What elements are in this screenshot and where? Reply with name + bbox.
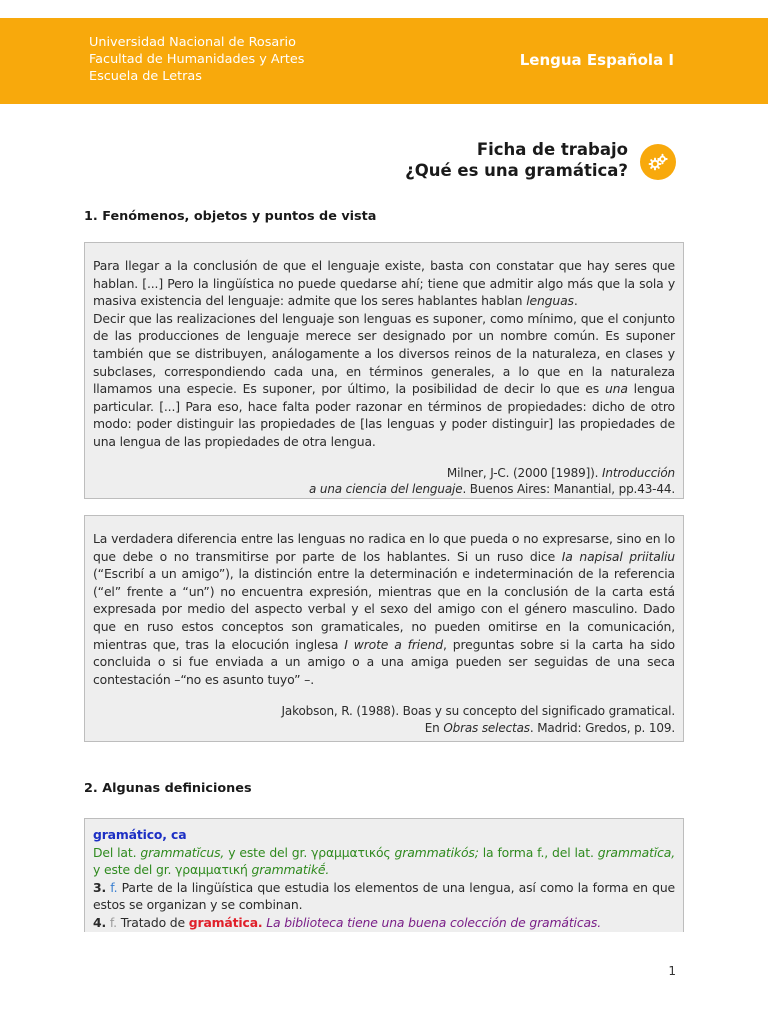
section-heading-1: 1. Fenómenos, objetos y puntos de vista xyxy=(84,209,377,224)
page-header xyxy=(0,18,768,104)
university-name: Universidad Nacional de Rosario xyxy=(89,35,296,50)
quote-citation: Jakobson, R. (1988). Boas y su concepto del significado gramatical. En Obras selectas. Madrid: Gredos, p. 109. xyxy=(281,704,675,735)
quote-text: La verdadera diferencia entre las lenguas no radica en lo que pueda o no expresarse, sino en lo que debe o no transmitirse por parte de los hablantes. Si un ruso dice Ia napisal priitaliu (“Escribí a un amigo”), la distinción entre la determinación e indeterminación de la referencia (“el” frente a “un”) no encuentra expresión, mientras que en la conclusión de la carta está expresada por medio del aspecto verbal y el sexo del amigo con el género masculino. Dado que en ruso estos conceptos son gramaticales, no pueden omitirse en la comunicación, mientras que, tras la elocución inglesa I wrote a friend, preguntas sobre si la carta ha sido concluida o si fue enviada a un amigo o a una amiga pueden ser seguidas de una seca contestación –“no es asunto tuyo” –. xyxy=(93,531,675,687)
quote-box-milner xyxy=(84,242,684,499)
course-name: Lengua Española I xyxy=(519,51,674,69)
quote-text: Para llegar a la conclusión de que el lenguaje existe, basta con constatar que hay seres que hablan. [...] Pero la lingüística no puede quedarse ahí; tiene que admitir algo más que la sola y masiva existencia del lenguaje: admite que los seres hablantes hablan lenguas. Decir que las realizaciones del lenguaje son lenguas es suponer, como mínimo, que el conjunto de las producciones de lenguaje merece ser designado por un nombre común. Es suponer también que se distribuyen, análogamente a los diversos reinos de la naturaleza, en clases y subclases, correspondiendo cada una, en términos generales, a lo que en la naturaleza llamamos una especie. Es suponer, por último, la posibilidad de decir lo que es una lengua particular. [...] Para eso, hace falta poder razonar en términos de propiedades: dicho de otro modo: poder distinguir las propiedades de [las lenguas y poder distinguir] las propiedades de una lengua de las propiedades de otra lengua. xyxy=(93,258,675,449)
document-title xyxy=(405,139,628,181)
school-name: Escuela de Letras xyxy=(89,68,202,84)
quote-box-jakobson xyxy=(84,515,684,742)
title-line-2: ¿Qué es una gramática? xyxy=(405,161,628,180)
quote-citation: Milner, J-C. (2000 [1989]). Introducción a una ciencia del lenguaje. Buenos Aires: Manantial, pp.43-44. xyxy=(309,465,675,497)
headword: gramático, ca xyxy=(93,827,187,842)
title-line-1: Ficha de trabajo xyxy=(476,140,628,159)
section-heading-2: 2. Algunas definiciones xyxy=(84,781,252,796)
definitions-box xyxy=(84,818,684,932)
page-number: 1 xyxy=(668,964,676,978)
etymology: Del lat. grammatĭcus, y este del gr. γραμματικός grammatikós; la forma f., del lat. grammatĭca, y este del gr. γραμματική grammatikḗ. xyxy=(93,844,676,878)
faculty-name: Facultad de Humanidades y Artes xyxy=(89,51,305,67)
gears-icon xyxy=(640,144,676,180)
dictionary-entry: gramático, ca Del lat. grammatĭcus, y este del gr. γραμματικός grammatikós; la forma f., del lat. grammatĭca, y este del gr. γραμματική grammatikḗ. 3. f. Parte de la lingüística que estudia los elementos de una lengua, así como la forma en que estos se organizan y se combinan. 4. f. Tratado de gramática. La biblioteca tiene una buena colección de gramáticas. xyxy=(93,827,676,930)
institution-block xyxy=(89,35,304,85)
